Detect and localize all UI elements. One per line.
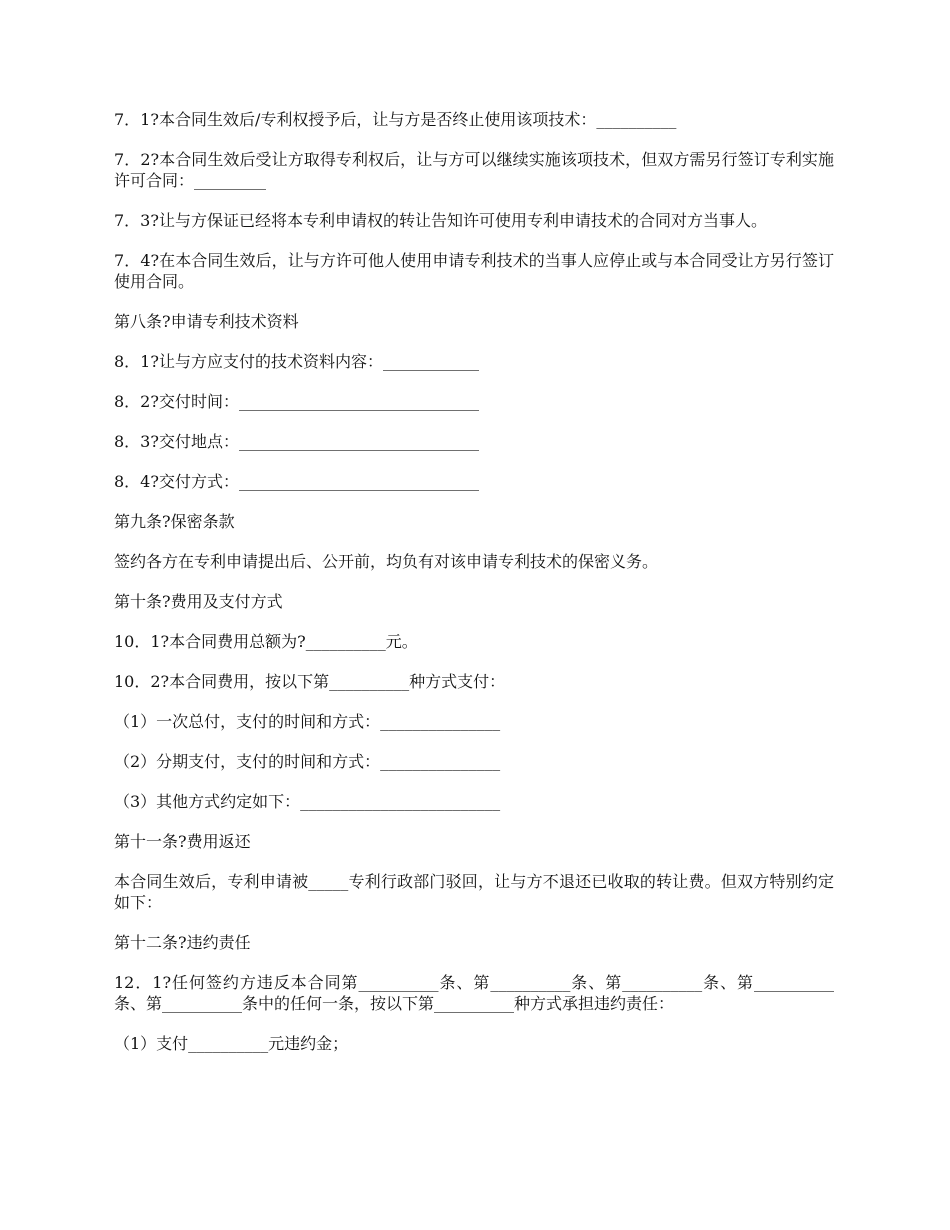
- clause-7-3: 7．3?让与方保证已经将本专利申请权的转让告知许可使用专利申请技术的合同对方当事人。: [114, 211, 767, 230]
- payment-option-3: （3）其他方式约定如下：_________________________: [114, 792, 501, 811]
- penalty-option-1: （1）支付__________元违约金；: [114, 1034, 349, 1053]
- article-12-heading: 第十二条?违约责任: [114, 933, 251, 952]
- article-11-body: 本合同生效后，专利申请被_____专利行政部门驳回，让与方不退还已收取的转让费。但双方特别约定如下：: [114, 872, 834, 912]
- document-page: [114, 109, 834, 1073]
- article-10-heading: 第十条?费用及支付方式: [114, 592, 283, 611]
- clause-10-2: 10．2?本合同费用，按以下第__________种方式支付：: [114, 672, 506, 691]
- article-9-body: 签约各方在专利申请提出后、公开前，均负有对该申请专利技术的保密义务。: [114, 552, 659, 571]
- clause-8-4: 8．4?交付方式：______________________________: [114, 472, 479, 491]
- article-9-heading: 第九条?保密条款: [114, 512, 235, 531]
- clause-8-2: 8．2?交付时间：______________________________: [114, 392, 479, 411]
- article-11-heading: 第十一条?费用返还: [114, 832, 251, 851]
- payment-option-2: （2）分期支付，支付的时间和方式：_______________: [114, 752, 501, 771]
- clause-8-1: 8．1?让与方应支付的技术资料内容：____________: [114, 352, 479, 371]
- clause-7-1: 7．1?本合同生效后/专利权授予后，让与方是否终止使用该项技术：__________: [114, 110, 677, 129]
- clause-10-1: 10．1?本合同费用总额为?__________元。: [114, 632, 418, 651]
- clause-12-1: 12．1?任何签约方违反本合同第__________条、第__________条、第__________条、第__________条、第__________条中的任何一条，按以下第__________种方式承担违约责任：: [114, 973, 834, 1013]
- clause-7-2: 7．2?本合同生效后受让方取得专利权后，让与方可以继续实施该项技术，但双方需另行签订专利实施许可合同：_________: [114, 150, 834, 190]
- clause-7-4: 7．4?在本合同生效后，让与方许可他人使用申请专利技术的当事人应停止或与本合同受让方另行签订使用合同。: [114, 251, 834, 291]
- payment-option-1: （1）一次总付，支付的时间和方式：_______________: [114, 712, 501, 731]
- clause-8-3: 8．3?交付地点：______________________________: [114, 432, 479, 451]
- article-8-heading: 第八条?申请专利技术资料: [114, 312, 299, 331]
